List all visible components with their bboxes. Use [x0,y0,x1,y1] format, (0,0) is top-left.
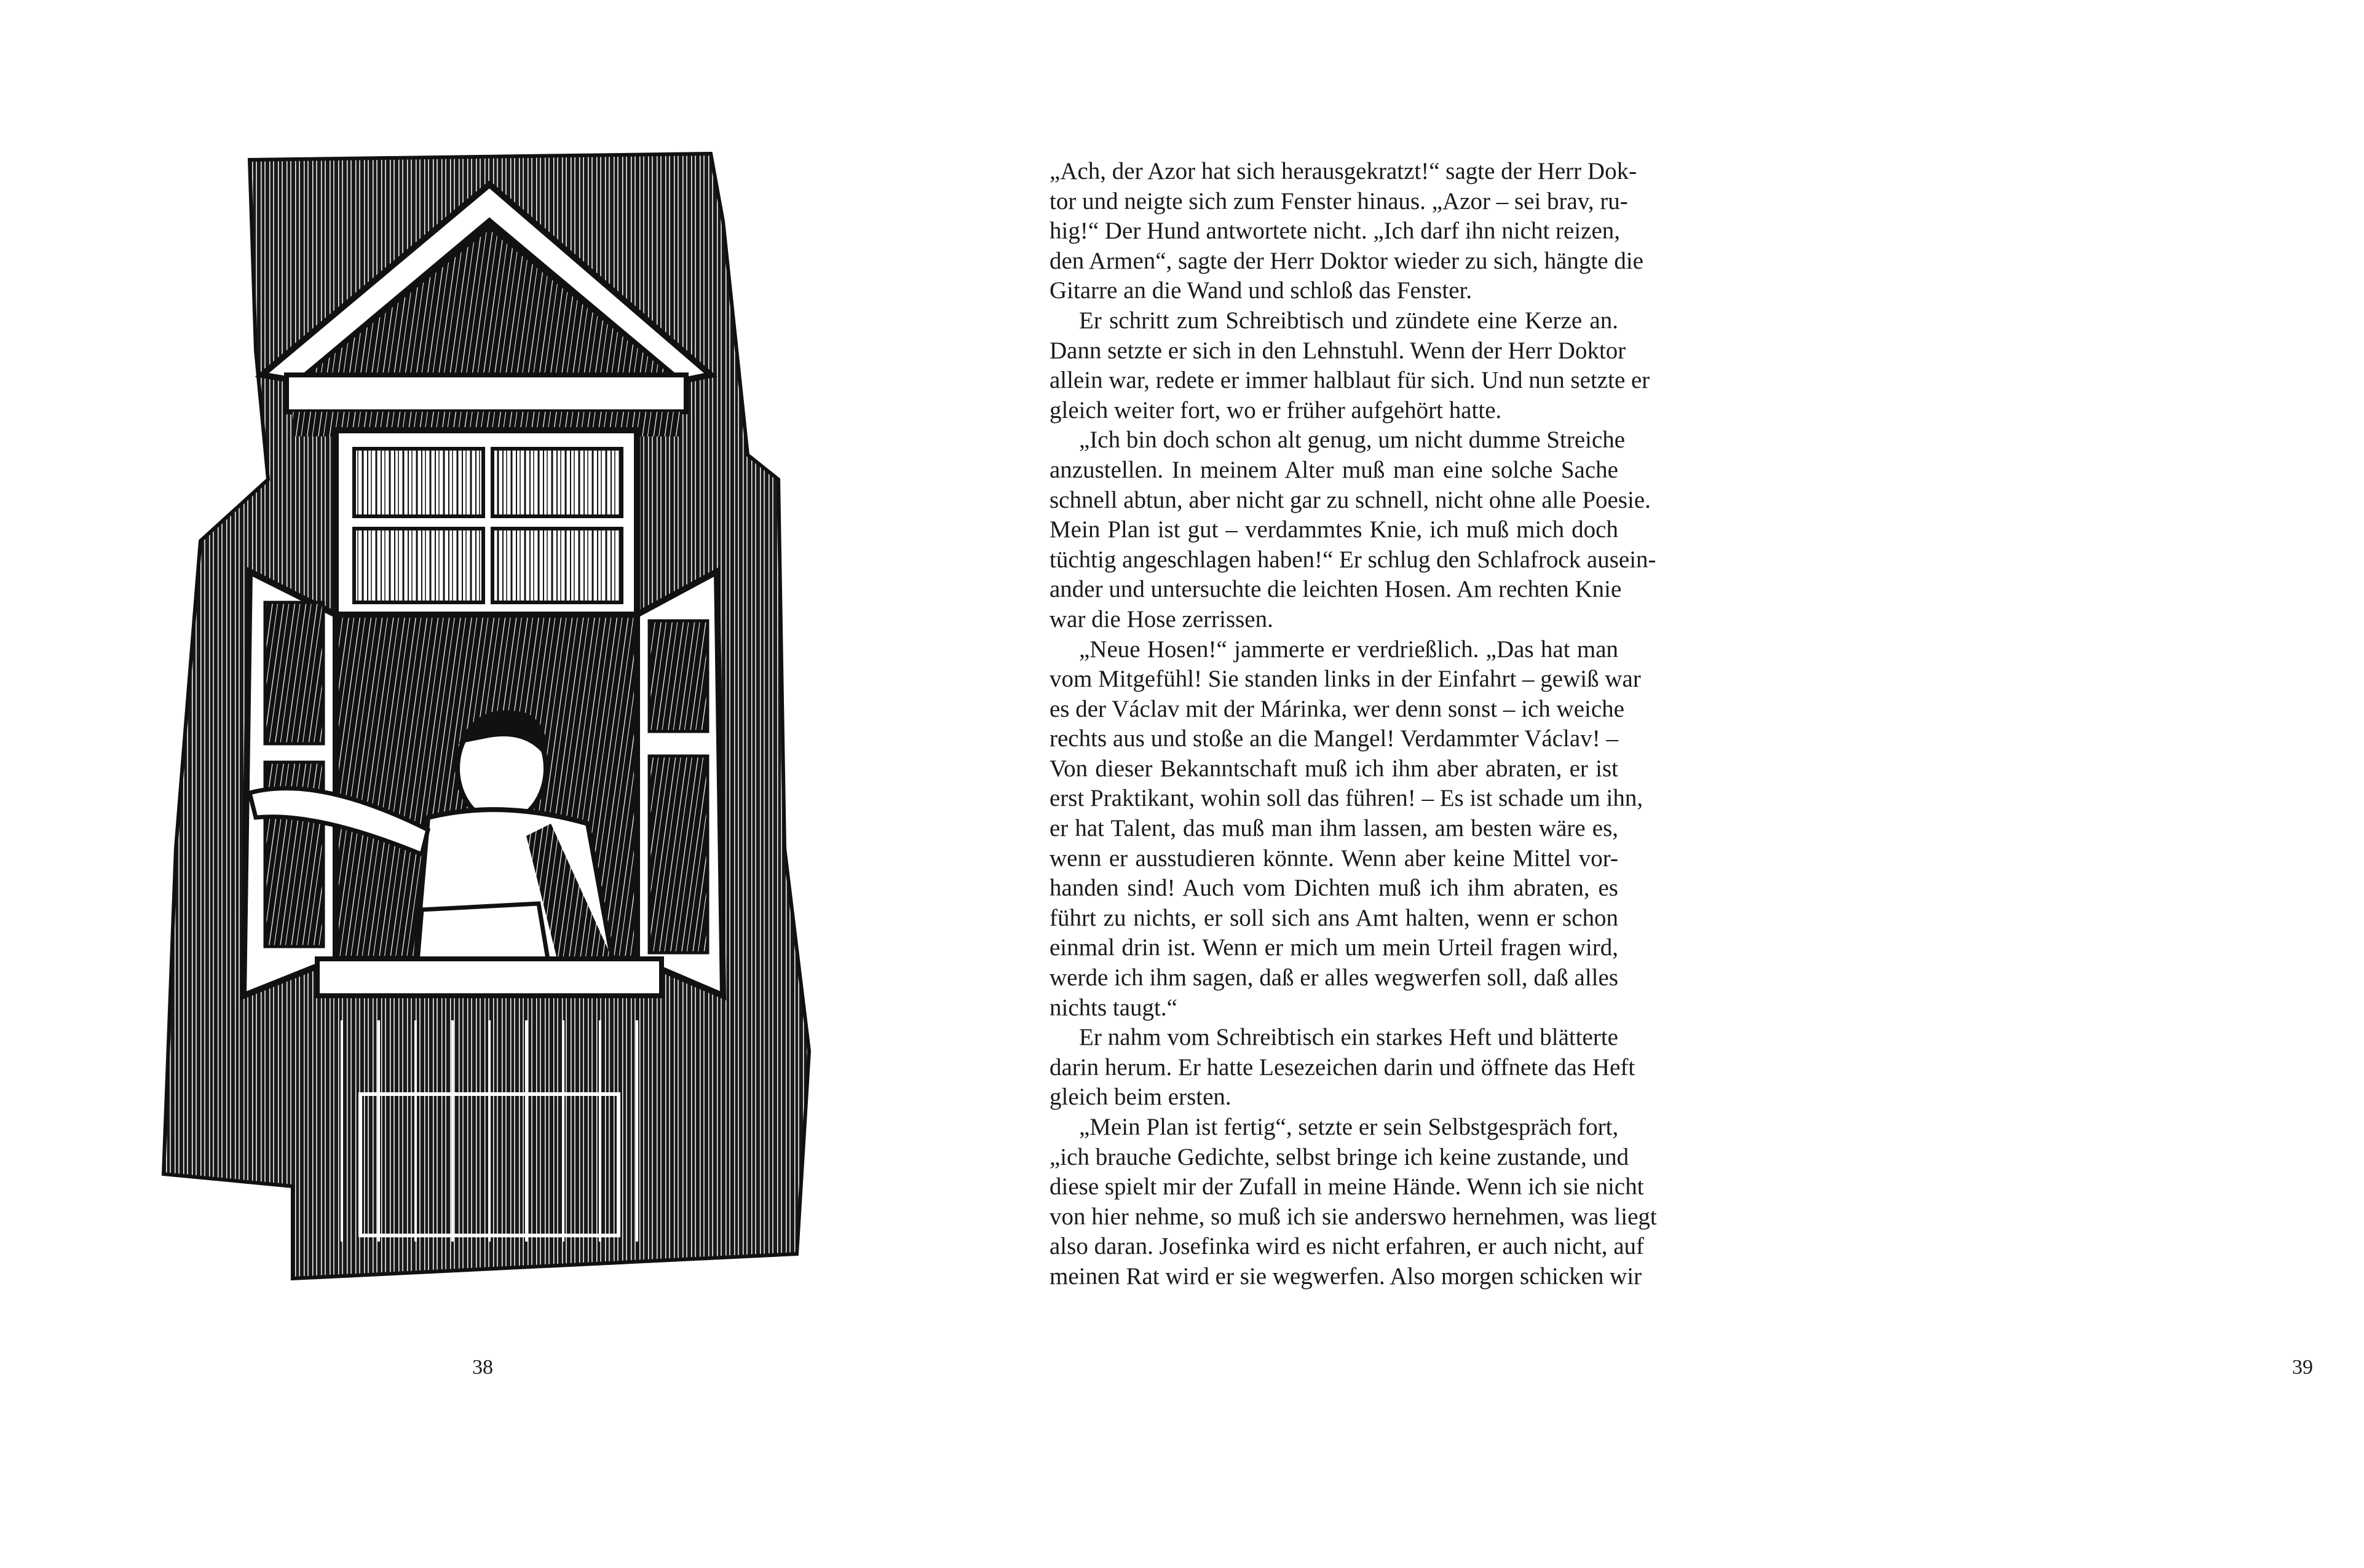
text-line: den Armen“, sagte der Herr Doktor wieder zu sich, hängte die [1050,247,1643,274]
woodcut-illustration [157,148,815,1291]
text-line: „Ich bin doch schon alt genug, um nicht dumme Streiche [1079,427,1626,454]
text-line: rechts aus und stoße an die Mangel! Verdammter Václav! – [1050,725,1618,752]
text-line: meinen Rat wird er sie wegwerfen. Also morgen schicken wir [1050,1263,1642,1290]
page-number-left: 38 [472,1356,493,1379]
text-line: führt zu nichts, er soll sich ans Amt halten, wenn er schon [1050,904,1618,931]
text-line: hig!“ Der Hund antwortete nicht. „Ich darf ihn nicht reizen, [1050,218,1621,245]
text-line: „Neue Hosen!“ jammerte er verdrießlich. „Das hat man [1079,636,1618,663]
text-line: Dann setzte er sich in den Lehnstuhl. Wenn der Herr Doktor [1050,337,1626,364]
text-line: werde ich ihm sagen, daß er alles wegwerfen soll, daß alles [1050,964,1618,991]
text-line: war die Hose zerrissen. [1050,605,1273,632]
text-line: tüchtig angeschlagen haben!“ Er schlug den Schlafrock ausein- [1050,546,1656,573]
text-line: allein war, redete er immer halblaut für sich. Und nun setzte er [1050,367,1650,394]
text-line: ander und untersuchte die leichten Hosen. Am rechten Knie [1050,576,1622,603]
text-line: anzustellen. In meinem Alter muß man eine solche Sache [1050,456,1618,483]
page-number-right: 39 [2292,1356,2313,1379]
text-line: darin herum. Er hatte Lesezeichen darin und öffnete das Heft [1050,1054,1635,1081]
text-line: er hat Talent, das muß man ihm lassen, am besten wäre es, [1050,815,1618,842]
text-line: handen sind! Auch vom Dichten muß ich ihm abraten, es [1050,875,1618,902]
text-line: Mein Plan ist gut – verdammtes Knie, ich muß mich doch [1050,516,1618,543]
text-line: Er schritt zum Schreibtisch und zündete eine Kerze an. [1079,307,1618,334]
text-line: Gitarre an die Wand und schloß das Fenster. [1050,277,1473,304]
text-line: einmal drin ist. Wenn er mich um mein Urteil fragen wird, [1050,934,1618,961]
text-line: erst Praktikant, wohin soll das führen! – Es ist schade um ihn, [1050,785,1643,812]
text-line: „Mein Plan ist fertig“, setzte er sein Selbstgespräch fort, [1079,1114,1619,1140]
right-page [922,0,2313,1568]
text-line: vom Mitgefühl! Sie standen links in der Einfahrt – gewiß war [1050,666,1641,693]
text-line: gleich weiter fort, wo er früher aufgehört hatte. [1050,396,1502,424]
text-line: diese spielt mir der Zufall in meine Hände. Wenn ich sie nicht [1050,1173,1644,1200]
text-line: nichts taugt.“ [1050,994,1177,1021]
text-line: wenn er ausstudieren könnte. Wenn aber keine Mittel vor- [1050,845,1618,872]
text-line: von hier nehme, so muß ich sie anderswo hernehmen, was liegt [1050,1203,1657,1230]
text-line: tor und neigte sich zum Fenster hinaus. „Azor – sei brav, ru- [1050,187,1628,215]
text-line: Er nahm vom Schreibtisch ein starkes Heft und blätterte [1079,1024,1618,1051]
text-line: „ich brauche Gedichte, selbst bringe ich keine zustande, und [1050,1143,1629,1170]
text-line: „Ach, der Azor hat sich herausgekratzt!“ sagte der Herr Dok- [1050,158,1637,184]
woodcut-image [157,148,815,1291]
text-line: gleich beim ersten. [1050,1084,1231,1111]
body-text [1050,157,1657,1292]
text-line: schnell abtun, aber nicht gar zu schnell, nicht ohne alle Poesie. [1050,486,1651,513]
text-line: es der Václav mit der Márinka, wer denn sonst – ich weiche [1050,695,1624,722]
text-line: also daran. Josefinka wird es nicht erfahren, er auch nicht, auf [1050,1233,1645,1260]
left-page [0,0,922,1568]
text-line: Von dieser Bekanntschaft muß ich ihm aber abraten, er ist [1050,755,1618,782]
